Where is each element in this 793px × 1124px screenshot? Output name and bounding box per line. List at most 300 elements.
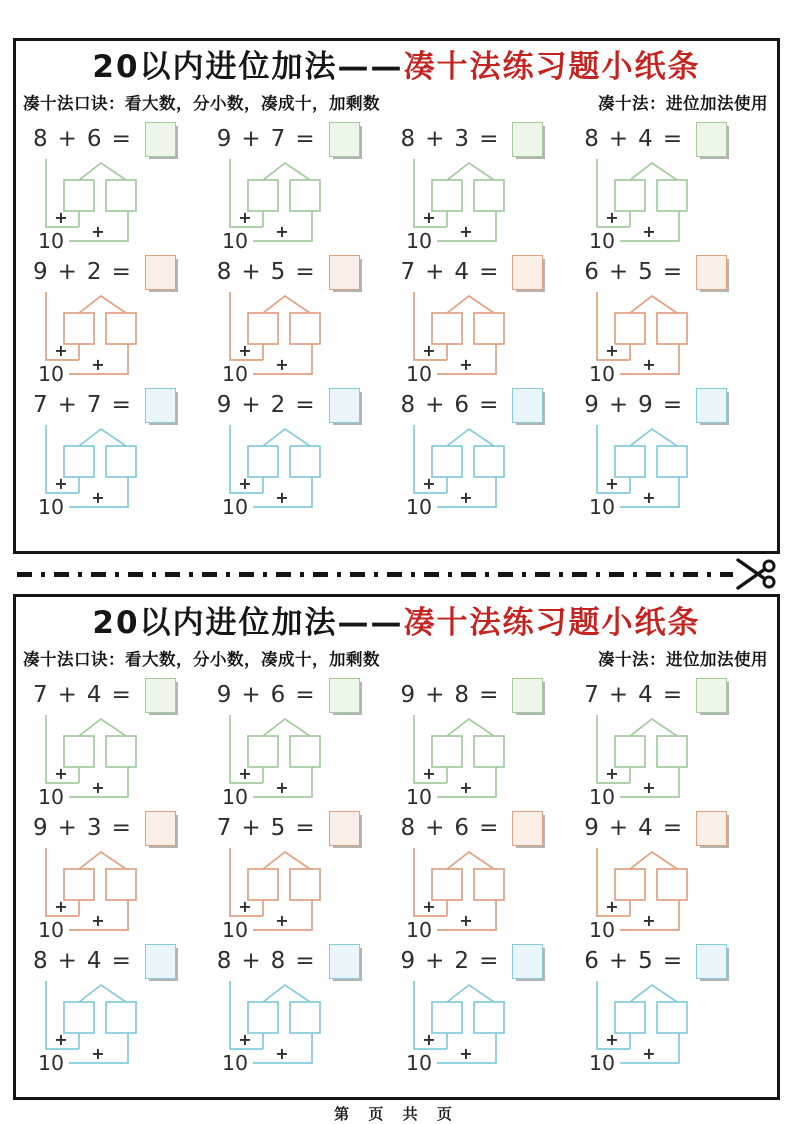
decomposition-diagram <box>33 425 195 520</box>
answer-box[interactable] <box>329 122 360 157</box>
part-box-left[interactable] <box>615 869 645 900</box>
equation <box>33 387 214 424</box>
ten-label: 10 <box>38 361 65 386</box>
equation <box>401 943 582 980</box>
split-v-line <box>263 429 310 446</box>
equation <box>217 810 398 847</box>
addend-2: 5 <box>270 815 286 842</box>
addend-1: 7 <box>400 259 416 286</box>
plus-label: + <box>238 763 252 783</box>
plus-label: + <box>421 763 436 783</box>
part-box-left[interactable] <box>432 446 462 477</box>
problem-row-blue <box>30 387 765 520</box>
decomposition-diagram <box>217 159 379 254</box>
plus-label: + <box>91 777 105 797</box>
ten-label: 10 <box>221 228 248 253</box>
addend-1: 7 <box>584 682 599 709</box>
plus-label: + <box>275 910 289 930</box>
decomposition-diagram <box>584 715 746 810</box>
plus-label: + <box>605 1029 619 1049</box>
split-v-line <box>630 719 677 736</box>
plus-label: + <box>421 340 436 360</box>
plus-label: + <box>421 207 436 227</box>
decomposition-diagram <box>584 425 746 520</box>
part-box-right[interactable] <box>106 180 136 211</box>
part-box-right[interactable] <box>657 736 687 767</box>
addend-1: 8 <box>400 815 416 842</box>
answer-box[interactable] <box>696 255 727 290</box>
answer-box[interactable] <box>329 811 360 846</box>
equals-sign: = <box>662 948 683 975</box>
part-box-left[interactable] <box>64 446 94 477</box>
addend-2: 2 <box>270 392 286 419</box>
addend-2: 9 <box>638 392 653 419</box>
plus-label: + <box>54 473 68 493</box>
addend-2: 7 <box>270 126 286 153</box>
ten-label: 10 <box>589 1050 616 1075</box>
addend-1: 8 <box>216 948 232 975</box>
part-box-right[interactable] <box>657 446 687 477</box>
split-v-line <box>447 296 494 313</box>
problem-cell <box>398 810 582 943</box>
answer-box[interactable] <box>512 255 543 290</box>
ten-label: 10 <box>221 494 248 519</box>
ten-label: 10 <box>405 1050 432 1075</box>
plus-sign: + <box>57 682 77 709</box>
plus-sign: + <box>608 815 629 842</box>
equals-sign: = <box>479 126 499 153</box>
addend-1: 8 <box>33 126 48 153</box>
plus-label: + <box>605 896 619 916</box>
addend-2: 3 <box>86 815 102 842</box>
subtitle-left: 凑十法口诀：看大数，分小数，凑成十，加剩数 <box>23 649 380 669</box>
part-box-left[interactable] <box>432 313 462 344</box>
title-red-part: 凑十法练习题小纸条 <box>403 49 701 85</box>
part-box-right[interactable] <box>657 869 687 900</box>
plus-sign: + <box>57 392 77 419</box>
plus-label: + <box>642 221 656 241</box>
equation <box>401 387 582 424</box>
part-box-right[interactable] <box>106 446 136 477</box>
ten-label: 10 <box>221 361 248 386</box>
problem-grid <box>16 670 777 1076</box>
scissors-icon <box>736 557 776 591</box>
title-black-part: 20以内进位加法—— <box>92 605 404 641</box>
part-box-right[interactable] <box>474 446 504 477</box>
equation <box>33 943 214 980</box>
problem-cell <box>214 677 398 810</box>
addend-2: 8 <box>454 682 470 709</box>
addend-1: 9 <box>216 392 232 419</box>
decomposition-diagram <box>401 159 563 254</box>
answer-box[interactable] <box>329 388 360 423</box>
plus-sign: + <box>241 682 261 709</box>
plus-label: + <box>54 1029 68 1049</box>
answer-box[interactable] <box>696 122 727 157</box>
plus-label: + <box>642 354 656 374</box>
equation <box>217 121 398 158</box>
equation <box>401 121 582 158</box>
addend-2: 6 <box>270 682 286 709</box>
equation <box>584 121 765 158</box>
addend-2: 8 <box>270 948 286 975</box>
answer-box[interactable] <box>696 811 727 846</box>
part-box-left[interactable] <box>432 1002 462 1033</box>
plus-label: + <box>275 1043 289 1063</box>
plus-label: + <box>421 473 436 493</box>
part-box-left[interactable] <box>432 736 462 767</box>
answer-box[interactable] <box>512 944 543 979</box>
split-v-line <box>263 719 310 736</box>
addend-2: 4 <box>86 948 102 975</box>
part-box-right[interactable] <box>290 446 320 477</box>
answer-box[interactable] <box>329 678 360 713</box>
addend-2: 4 <box>638 126 653 153</box>
split-v-line <box>79 163 126 180</box>
part-box-left[interactable] <box>248 736 278 767</box>
plus-sign: + <box>241 259 261 286</box>
dashed-cut-line <box>17 572 733 577</box>
decomposition-diagram <box>33 715 195 810</box>
addend-1: 9 <box>400 682 416 709</box>
decomposition-diagram <box>401 981 563 1076</box>
decomposition-diagram <box>33 292 195 387</box>
plus-sign: + <box>241 392 261 419</box>
plus-label: + <box>54 207 68 227</box>
problem-cell <box>30 121 214 254</box>
plus-label: + <box>238 1029 252 1049</box>
decomposition-diagram <box>401 292 563 387</box>
plus-label: + <box>238 207 252 227</box>
split-v-line <box>630 163 677 180</box>
plus-sign: + <box>608 392 629 419</box>
part-box-left[interactable] <box>615 313 645 344</box>
answer-box[interactable] <box>512 388 543 423</box>
equation <box>33 810 214 847</box>
ten-label: 10 <box>589 361 616 386</box>
problem-row-blue <box>30 943 765 1076</box>
addend-2: 6 <box>454 392 470 419</box>
addend-2: 5 <box>638 948 653 975</box>
answer-box[interactable] <box>696 678 727 713</box>
part-box-left[interactable] <box>615 1002 645 1033</box>
equation <box>584 943 765 980</box>
part-box-left[interactable] <box>615 446 645 477</box>
subtitle-row <box>16 646 777 670</box>
split-v-line <box>263 163 310 180</box>
equals-sign: = <box>479 259 499 286</box>
part-box-left[interactable] <box>64 736 94 767</box>
ten-label: 10 <box>221 1050 248 1075</box>
plus-sign: + <box>57 815 77 842</box>
equals-sign: = <box>111 259 131 286</box>
plus-sign: + <box>608 948 629 975</box>
addend-2: 3 <box>454 126 470 153</box>
split-v-line <box>263 296 310 313</box>
part-box-left[interactable] <box>615 736 645 767</box>
plus-label: + <box>458 1043 473 1063</box>
addend-1: 7 <box>216 815 232 842</box>
addend-2: 4 <box>86 682 102 709</box>
split-v-line <box>263 985 310 1002</box>
plus-label: + <box>458 221 473 241</box>
plus-label: + <box>91 354 105 374</box>
problem-cell <box>398 943 582 1076</box>
addend-2: 4 <box>638 682 653 709</box>
answer-box[interactable] <box>145 388 176 423</box>
plus-label: + <box>238 340 252 360</box>
plus-sign: + <box>425 682 445 709</box>
part-box-right[interactable] <box>290 869 320 900</box>
equals-sign: = <box>479 948 499 975</box>
plus-sign: + <box>57 948 77 975</box>
part-box-right[interactable] <box>290 313 320 344</box>
decomposition-diagram <box>584 159 746 254</box>
equals-sign: = <box>111 682 131 709</box>
answer-box[interactable] <box>512 811 543 846</box>
plus-sign: + <box>425 392 445 419</box>
problem-cell <box>581 943 765 1076</box>
addend-1: 9 <box>216 126 232 153</box>
plus-label: + <box>642 910 656 930</box>
addend-1: 9 <box>584 392 599 419</box>
answer-box[interactable] <box>512 122 543 157</box>
plus-sign: + <box>608 259 629 286</box>
addend-1: 7 <box>33 682 48 709</box>
split-v-line <box>79 296 126 313</box>
ten-label: 10 <box>405 494 432 519</box>
problem-cell <box>30 387 214 520</box>
ten-label: 10 <box>405 784 432 809</box>
equation <box>217 254 398 291</box>
plus-label: + <box>605 473 619 493</box>
addend-2: 5 <box>270 259 286 286</box>
plus-sign: + <box>425 126 445 153</box>
problem-cell <box>214 254 398 387</box>
part-box-right[interactable] <box>106 736 136 767</box>
problem-cell <box>581 810 765 943</box>
part-box-right[interactable] <box>657 180 687 211</box>
addend-2: 2 <box>86 259 102 286</box>
split-v-line <box>79 985 126 1002</box>
decomposition-diagram <box>584 981 746 1076</box>
addend-1: 8 <box>33 948 48 975</box>
addend-2: 7 <box>86 392 102 419</box>
equation <box>33 254 214 291</box>
subtitle-row <box>16 90 777 114</box>
addend-1: 9 <box>584 815 599 842</box>
plus-label: + <box>421 1029 436 1049</box>
answer-box[interactable] <box>145 122 176 157</box>
part-box-left[interactable] <box>64 313 94 344</box>
answer-box[interactable] <box>329 255 360 290</box>
equation <box>217 943 398 980</box>
decomposition-diagram <box>33 848 195 943</box>
title-red-part: 凑十法练习题小纸条 <box>403 605 701 641</box>
problem-cell <box>214 810 398 943</box>
problem-cell <box>214 387 398 520</box>
worksheet-section-top <box>13 38 780 554</box>
decomposition-diagram <box>217 292 379 387</box>
part-box-left[interactable] <box>248 446 278 477</box>
ten-label: 10 <box>38 494 65 519</box>
answer-box[interactable] <box>329 944 360 979</box>
equals-sign: = <box>111 126 131 153</box>
decomposition-diagram <box>401 425 563 520</box>
equation <box>217 677 398 714</box>
plus-sign: + <box>241 126 261 153</box>
decomposition-diagram <box>584 292 746 387</box>
decomposition-diagram <box>217 981 379 1076</box>
part-box-left[interactable] <box>248 1002 278 1033</box>
plus-label: + <box>91 910 105 930</box>
addend-2: 4 <box>638 815 653 842</box>
plus-label: + <box>458 354 473 374</box>
problem-cell <box>581 677 765 810</box>
equals-sign: = <box>111 815 131 842</box>
split-v-line <box>447 852 494 869</box>
problem-cell <box>581 254 765 387</box>
ten-label: 10 <box>589 784 616 809</box>
part-box-right[interactable] <box>290 1002 320 1033</box>
ten-label: 10 <box>405 917 432 942</box>
plus-label: + <box>275 487 289 507</box>
part-box-right[interactable] <box>474 1002 504 1033</box>
equals-sign: = <box>662 126 683 153</box>
answer-box[interactable] <box>145 811 176 846</box>
answer-box[interactable] <box>145 944 176 979</box>
equation <box>401 254 582 291</box>
subtitle-right: 凑十法：进位加法使用 <box>598 93 768 113</box>
plus-label: + <box>458 777 473 797</box>
ten-label: 10 <box>38 784 65 809</box>
part-box-right[interactable] <box>106 869 136 900</box>
problem-cell <box>398 254 582 387</box>
problem-grid <box>16 114 777 520</box>
part-box-left[interactable] <box>64 180 94 211</box>
plus-label: + <box>54 763 68 783</box>
equation <box>401 677 582 714</box>
part-box-left[interactable] <box>248 180 278 211</box>
equals-sign: = <box>662 815 683 842</box>
cut-separator <box>0 554 793 594</box>
ten-label: 10 <box>38 1050 65 1075</box>
part-box-right[interactable] <box>290 736 320 767</box>
part-box-right[interactable] <box>474 869 504 900</box>
part-box-left[interactable] <box>248 313 278 344</box>
decomposition-diagram <box>401 715 563 810</box>
part-box-left[interactable] <box>432 869 462 900</box>
equals-sign: = <box>479 815 499 842</box>
part-box-left[interactable] <box>615 180 645 211</box>
addend-1: 8 <box>584 126 599 153</box>
part-box-right[interactable] <box>106 313 136 344</box>
addend-1: 9 <box>400 948 416 975</box>
part-box-right[interactable] <box>474 180 504 211</box>
problem-row-green <box>30 677 765 810</box>
part-box-right[interactable] <box>290 180 320 211</box>
equals-sign: = <box>479 682 499 709</box>
plus-label: + <box>238 896 252 916</box>
part-box-right[interactable] <box>474 313 504 344</box>
plus-label: + <box>275 777 289 797</box>
plus-label: + <box>458 487 473 507</box>
part-box-left[interactable] <box>248 869 278 900</box>
problem-cell <box>30 810 214 943</box>
equation <box>584 387 765 424</box>
addend-1: 7 <box>33 392 48 419</box>
answer-box[interactable] <box>512 678 543 713</box>
addend-1: 8 <box>400 392 416 419</box>
part-box-right[interactable] <box>474 736 504 767</box>
split-v-line <box>447 985 494 1002</box>
ten-label: 10 <box>221 784 248 809</box>
equation <box>217 387 398 424</box>
equals-sign: = <box>662 682 683 709</box>
equals-sign: = <box>295 126 315 153</box>
problem-cell <box>30 943 214 1076</box>
addend-2: 6 <box>86 126 102 153</box>
split-v-line <box>630 852 677 869</box>
addend-1: 6 <box>584 259 599 286</box>
addend-2: 2 <box>454 948 470 975</box>
equals-sign: = <box>295 815 315 842</box>
split-v-line <box>79 852 126 869</box>
equation <box>584 810 765 847</box>
equals-sign: = <box>111 392 131 419</box>
part-box-right[interactable] <box>106 1002 136 1033</box>
part-box-left[interactable] <box>64 1002 94 1033</box>
decomposition-diagram <box>217 848 379 943</box>
plus-label: + <box>642 1043 656 1063</box>
equation <box>584 254 765 291</box>
equals-sign: = <box>479 392 499 419</box>
part-box-right[interactable] <box>657 1002 687 1033</box>
plus-sign: + <box>608 126 629 153</box>
equals-sign: = <box>295 948 315 975</box>
decomposition-diagram <box>401 848 563 943</box>
plus-label: + <box>605 763 619 783</box>
plus-sign: + <box>57 126 77 153</box>
addend-1: 9 <box>216 682 232 709</box>
ten-label: 10 <box>405 361 432 386</box>
answer-box[interactable] <box>696 388 727 423</box>
plus-label: + <box>91 1043 105 1063</box>
part-box-left[interactable] <box>432 180 462 211</box>
ten-label: 10 <box>589 228 616 253</box>
part-box-left[interactable] <box>64 869 94 900</box>
answer-box[interactable] <box>145 255 176 290</box>
split-v-line <box>79 719 126 736</box>
problem-cell <box>30 254 214 387</box>
part-box-right[interactable] <box>657 313 687 344</box>
plus-label: + <box>91 221 105 241</box>
ten-label: 10 <box>221 917 248 942</box>
equals-sign: = <box>295 682 315 709</box>
decomposition-diagram <box>584 848 746 943</box>
subtitle-left: 凑十法口诀：看大数，分小数，凑成十，加剩数 <box>23 93 380 113</box>
problem-cell <box>214 121 398 254</box>
ten-label: 10 <box>38 228 65 253</box>
worksheet-section-bottom <box>13 594 780 1100</box>
answer-box[interactable] <box>696 944 727 979</box>
addend-2: 5 <box>638 259 653 286</box>
equals-sign: = <box>662 392 683 419</box>
problem-row-green <box>30 121 765 254</box>
title-black-part: 20以内进位加法—— <box>92 49 404 85</box>
answer-box[interactable] <box>145 678 176 713</box>
split-v-line <box>630 985 677 1002</box>
